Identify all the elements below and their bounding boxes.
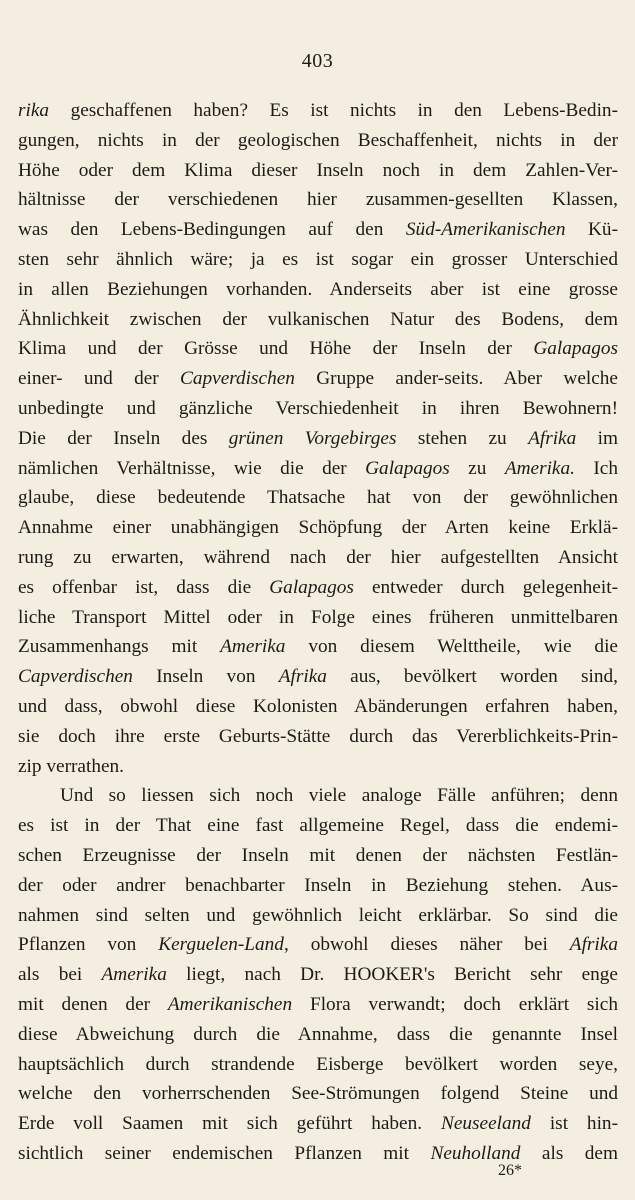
text-line <box>18 215 618 245</box>
text-segment: liche Transport Mittel oder in Folge eines früheren unmittelbaren <box>18 606 618 628</box>
text-segment: aus, bevölkert worden sind, <box>326 666 618 688</box>
italic-text: Amerika <box>220 636 286 658</box>
italic-text: Neuseeland <box>440 1113 531 1135</box>
italic-text: Amerikanischen <box>167 993 293 1015</box>
page-number: 403 <box>301 50 334 72</box>
italic-text: Kerguelen-Land <box>158 934 284 956</box>
text-segment: zu <box>449 457 505 479</box>
text-line <box>18 543 618 573</box>
text-segment: im <box>576 427 618 449</box>
text-segment: Ähnlichkeit zwischen der vulkanischen Natur des Bodens, dem <box>18 308 618 330</box>
text-line <box>18 1050 618 1080</box>
text-segment: als bei <box>18 964 102 986</box>
text-segment: nämlichen Verhältnisse, wie die der <box>18 457 366 479</box>
italic-text: Galapagos <box>269 576 354 598</box>
text-line <box>18 573 618 603</box>
text-segment: Inseln von <box>132 666 279 688</box>
text-segment: gungen, nichts in der geologischen Beschaffenheit, nichts in der <box>18 129 618 151</box>
text-line <box>18 96 618 126</box>
text-line <box>18 305 618 335</box>
text-line <box>18 603 618 633</box>
text-line <box>18 781 618 811</box>
text-segment: ist hin- <box>530 1113 618 1135</box>
text-line <box>18 632 618 662</box>
signature-mark: 26* <box>498 1162 522 1179</box>
text-segment: stehen zu <box>396 427 529 449</box>
text-segment: von diesem Welttheile, wie die <box>285 636 618 658</box>
text-line <box>18 185 618 215</box>
text-segment: es ist in der That eine fast allgemeine Regel, dass die endemi- <box>18 815 618 837</box>
text-segment: glaube, diese bedeutende Thatsache hat von der gewöhnlichen <box>18 487 618 509</box>
text-segment: der oder andrer benachbarter Inseln in Beziehung stehen. Aus- <box>18 874 618 896</box>
text-segment: zip verrathen. <box>18 755 124 777</box>
text-segment: Klima und der Grösse und Höhe der Inseln der <box>18 338 534 360</box>
text-segment: in allen Beziehungen vorhanden. Anderseits aber ist eine grosse <box>18 278 618 300</box>
text-line <box>18 454 618 484</box>
text-segment: als dem <box>520 1142 618 1164</box>
text-line <box>18 960 618 990</box>
text-line <box>18 334 618 364</box>
text-segment: Und so liessen sich noch viele analoge Fälle anführen; denn <box>60 785 618 807</box>
text-segment: Höhe oder dem Klima dieser Inseln noch in dem Zahlen-Ver- <box>18 159 618 181</box>
text-segment: entweder durch gelegenheit- <box>353 576 618 598</box>
text-segment: hauptsächlich durch strandende Eisberge bevölkert worden seye, <box>18 1053 618 1075</box>
text-line <box>18 156 618 186</box>
text-segment: welche den vorherrschenden See-Strömungen folgend Steine und <box>18 1083 618 1105</box>
text-segment: Ich <box>574 457 618 479</box>
text-segment: einer- und der <box>18 368 180 390</box>
text-line <box>18 990 618 1020</box>
italic-text: grünen Vorgebirges <box>228 427 397 449</box>
text-line <box>18 513 618 543</box>
text-line <box>18 752 618 782</box>
text-line <box>18 1079 618 1109</box>
text-segment: Pflanzen von <box>18 934 159 956</box>
text-line <box>18 1020 618 1050</box>
text-line <box>18 275 618 305</box>
italic-text: Capverdischen <box>180 368 295 390</box>
text-segment: Annahme einer unabhängigen Schöpfung der Arten keine Erklä- <box>18 517 618 539</box>
text-line <box>18 394 618 424</box>
text-segment: schen Erzeugnisse der Inseln mit denen der nächsten Festlän- <box>18 844 618 866</box>
text-line <box>18 901 618 931</box>
italic-text: Afrika <box>528 427 577 449</box>
italic-text: Capverdischen <box>18 666 133 688</box>
text-segment: unbedingte und gänzliche Verschiedenheit in ihren Bewohnern! <box>18 397 618 419</box>
text-segment: rung zu erwarten, während nach der hier aufgestellten Ansicht <box>18 546 618 568</box>
italic-text: Afrika <box>569 934 618 956</box>
text-segment: sten sehr ähnlich wäre; ja es ist sogar ein grosser Unterschied <box>18 248 618 270</box>
text-segment: hältnisse der verschiedenen hier zusammen-gesellten Klassen, <box>18 189 618 211</box>
text-line <box>18 871 618 901</box>
text-segment: Die der Inseln des <box>18 427 229 449</box>
text-segment: sichtlich seiner endemischen Pflanzen mit <box>18 1142 431 1164</box>
text-line <box>18 930 618 960</box>
italic-text: rika <box>18 100 50 121</box>
text-segment: liegt, nach Dr. HOOKER's Bericht sehr enge <box>166 964 618 986</box>
body-text <box>18 96 618 1169</box>
text-segment: Kü- <box>565 219 618 241</box>
text-line <box>18 245 618 275</box>
text-line <box>18 692 618 722</box>
italic-text: Amerika <box>101 964 167 986</box>
text-segment: geschaffenen haben? Es ist nichts in den Lebens-Bedin- <box>49 100 618 121</box>
italic-text: Galapagos <box>365 457 450 479</box>
italic-text: Süd-Amerikanischen <box>405 219 566 241</box>
italic-text: Galapagos <box>533 338 618 360</box>
italic-text: Neuholland <box>430 1142 521 1164</box>
text-line <box>18 722 618 752</box>
text-segment: es offenbar ist, dass die <box>18 576 270 598</box>
text-segment: Gruppe ander-seits. Aber welche <box>294 368 618 390</box>
text-line <box>18 841 618 871</box>
text-segment: Erde voll Saamen mit sich geführt haben. <box>18 1113 441 1135</box>
text-segment: Zusammenhangs mit <box>18 636 221 658</box>
text-line <box>18 364 618 394</box>
text-segment: was den Lebens-Bedingungen auf den <box>18 219 406 241</box>
text-segment: sie doch ihre erste Geburts-Stätte durch das Vererblichkeits-Prin- <box>18 725 618 747</box>
text-segment: diese Abweichung durch die Annahme, dass die genannte Insel <box>18 1023 618 1045</box>
text-segment: nahmen sind selten und gewöhnlich leicht erklärbar. So sind die <box>18 904 618 926</box>
italic-text: Amerika. <box>504 457 575 479</box>
text-line <box>18 811 618 841</box>
text-line <box>18 662 618 692</box>
text-line <box>18 424 618 454</box>
text-segment: Flora verwandt; doch erklärt sich <box>292 993 618 1015</box>
text-line <box>18 483 618 513</box>
text-line <box>18 1139 618 1169</box>
text-segment: und dass, obwohl diese Kolonisten Abänderungen erfahren haben, <box>18 695 618 717</box>
text-segment: mit denen der <box>18 993 168 1015</box>
text-segment: , obwohl dieses näher bei <box>283 934 570 956</box>
italic-text: Afrika <box>278 666 327 688</box>
text-line <box>18 126 618 156</box>
text-line <box>18 1109 618 1139</box>
